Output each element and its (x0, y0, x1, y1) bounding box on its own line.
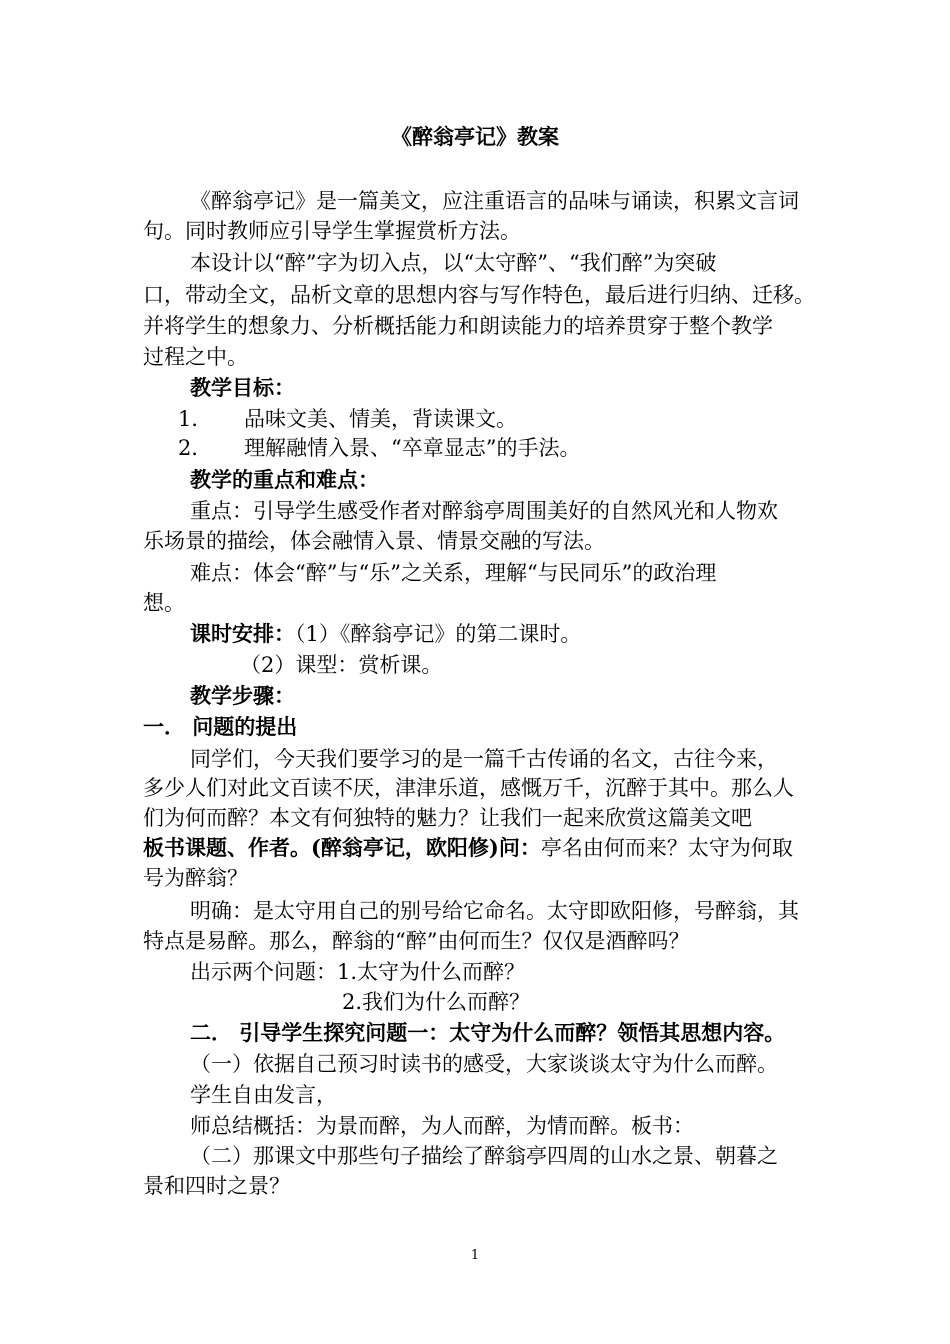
schedule-item-1: （1）《醉翁亭记》的第二课时。 (295, 622, 582, 646)
step1-heading: 一． 问题的提出 (143, 714, 298, 739)
question-2: 2.我们为什么而醉？ (342, 990, 531, 1014)
goal-item-text: 品味文美、情美，背读课文。 (244, 407, 517, 431)
goal-item-2 (178, 433, 580, 463)
step1-line4-question: 亭名由何而来？太守为何取 (540, 836, 793, 860)
difficulty-line2: 想。 (143, 591, 185, 615)
step1-line2: 多少人们对此文百读不厌，津津乐道，感慨万千，沉醉于其中。那么人 (143, 776, 794, 800)
step2-line4: （二）那课文中那些句子描绘了醉翁亭四周的山水之景、朝暮之 (190, 1144, 778, 1168)
focus-line1: 重点：引导学生感受作者对醉翁亭周围美好的自然风光和人物欢 (190, 499, 778, 523)
intro-p2-line1: 本设计以“醉”字为切入点，以“太守醉”、“我们醉”为突破 (190, 251, 717, 275)
intro-p2-line2: 口，带动全文，品析文章的思想内容与写作特色，最后进行归纳、迁移。 (143, 283, 815, 307)
focus-line2: 乐场景的描绘，体会融情入景、情景交融的写法。 (143, 529, 605, 553)
goal-item-1 (178, 404, 517, 434)
step1-line3: 们为何而醉？本文有何独特的魅力？让我们一起来欣赏这篇美文吧 (143, 806, 752, 830)
questions-label: 出示两个问题： (190, 960, 337, 984)
intro-p1-line1: 《醉翁亭记》是一篇美文，应注重语言的品味与诵读，积累文言词 (190, 189, 799, 213)
goal-item-number: 1． (178, 407, 213, 431)
step2-line3: 师总结概括：为景而醉，为人而醉，为情而醉。板书： (190, 1114, 694, 1138)
difficulty-line1: 难点：体会“醉”与“乐”之关系，理解“与民同乐”的政治理 (190, 561, 717, 585)
step2-line2: 学生自由发言， (190, 1083, 337, 1107)
step2-heading: 二． 引导学生探究问题一：太守为什么而醉？领悟其思想内容。 (190, 1020, 786, 1045)
clarify-line2: 特点是易醉。那么，醉翁的“醉”由何而生？仅仅是酒醉吗？ (143, 929, 690, 953)
clarify-line1: 明确：是太守用自己的别号给它命名。太守即欧阳修，号醉翁，其 (190, 899, 799, 923)
step1-line1: 同学们，今天我们要学习的是一篇千古传诵的名文，古往今来， (190, 747, 778, 771)
goal-item-number: 2． (178, 436, 213, 460)
schedule-line1 (190, 619, 581, 649)
intro-p2-line3: 并将学生的想象力、分析概括能力和朗读能力的培养贯穿于整个教学 (143, 314, 773, 338)
intro-p1-line2: 句。同时教师应引导学生掌握赏析方法。 (143, 219, 521, 243)
step1-line5: 号为醉翁？ (143, 866, 248, 890)
page-number: 1 (470, 1248, 480, 1263)
question-1: 1.太守为什么而醉？ (337, 960, 526, 984)
goals-heading: 教学目标： (190, 375, 295, 400)
schedule-label: 课时安排： (190, 621, 295, 646)
page-title: 《醉翁亭记》教案 (391, 124, 559, 149)
questions-line1 (190, 957, 525, 987)
keypoints-heading: 教学的重点和难点： (190, 467, 379, 492)
step1-line4 (143, 833, 793, 863)
schedule-item-2: （2）课型：赏析课。 (240, 653, 443, 677)
board-writing-label: 板书课题、作者。(醉翁亭记，欧阳修)问： (143, 835, 541, 860)
step2-line1: （一）依据自己预习时读书的感受，大家谈谈太守为什么而醉。 (190, 1052, 778, 1076)
intro-p2-line4: 过程之中。 (143, 345, 248, 369)
step2-line5: 景和四时之景？ (143, 1174, 290, 1198)
steps-heading: 教学步骤： (190, 683, 295, 708)
goal-item-text: 理解融情入景、“卒章显志”的手法。 (244, 436, 581, 460)
